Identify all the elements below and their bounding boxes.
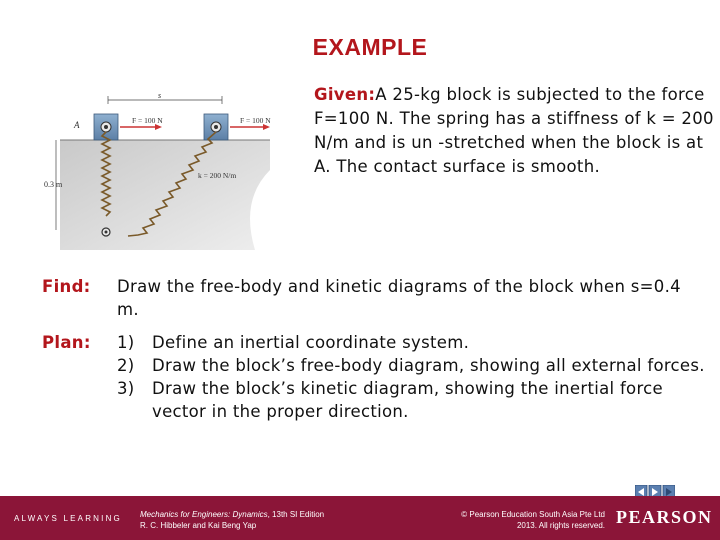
find-label: Find: xyxy=(42,277,91,296)
ground-surface xyxy=(60,140,270,250)
footer-bar xyxy=(0,496,720,540)
given-statement xyxy=(314,83,714,179)
plan-label: Plan: xyxy=(42,333,91,352)
spring-stiffness-label: k = 200 N/m xyxy=(198,171,237,180)
point-a-label: A xyxy=(74,120,80,130)
book-title: Mechanics for Engineers: Dynamics xyxy=(140,510,268,519)
book-authors: R. C. Hibbeler and Kai Beng Yap xyxy=(140,521,257,530)
book-reference xyxy=(140,509,324,531)
slide-title: EXAMPLE xyxy=(312,34,428,60)
plan-item: 2) Draw the block’s free-body diagram, showing all external forces. xyxy=(117,356,705,375)
plan-item: 1) Define an inertial coordinate system. xyxy=(117,333,470,352)
s-label: s xyxy=(158,91,162,100)
height-label: 0.3 m xyxy=(44,180,63,189)
copyright: © Pearson Education South Asia Pte Ltd 2013. All rights reserved. xyxy=(461,510,605,530)
given-text: A 25-kg block is subjected to the force F=100 N. The spring has a stiffness of k = 200 N/m and is un -stretched when the block is at A. The contact surface is smooth. xyxy=(314,85,714,176)
find-text: Draw the free-body and kinetic diagrams of the block when s=0.4 m. xyxy=(117,277,681,319)
plan-list xyxy=(117,331,707,423)
force-label-2: F = 100 N xyxy=(240,116,271,125)
problem-figure xyxy=(40,90,305,250)
pearson-logo: PEARSON xyxy=(616,507,713,527)
always-learning-logo: ALWAYS LEARNING xyxy=(14,514,122,523)
force-label-1: F = 100 N xyxy=(132,116,163,125)
given-label: Given: xyxy=(314,85,376,104)
book-edition: , 13th SI Edition xyxy=(267,510,325,519)
plan-item: 3) Draw the block’s kinetic diagram, showing the inertial force vector in the proper direction. xyxy=(117,379,663,421)
